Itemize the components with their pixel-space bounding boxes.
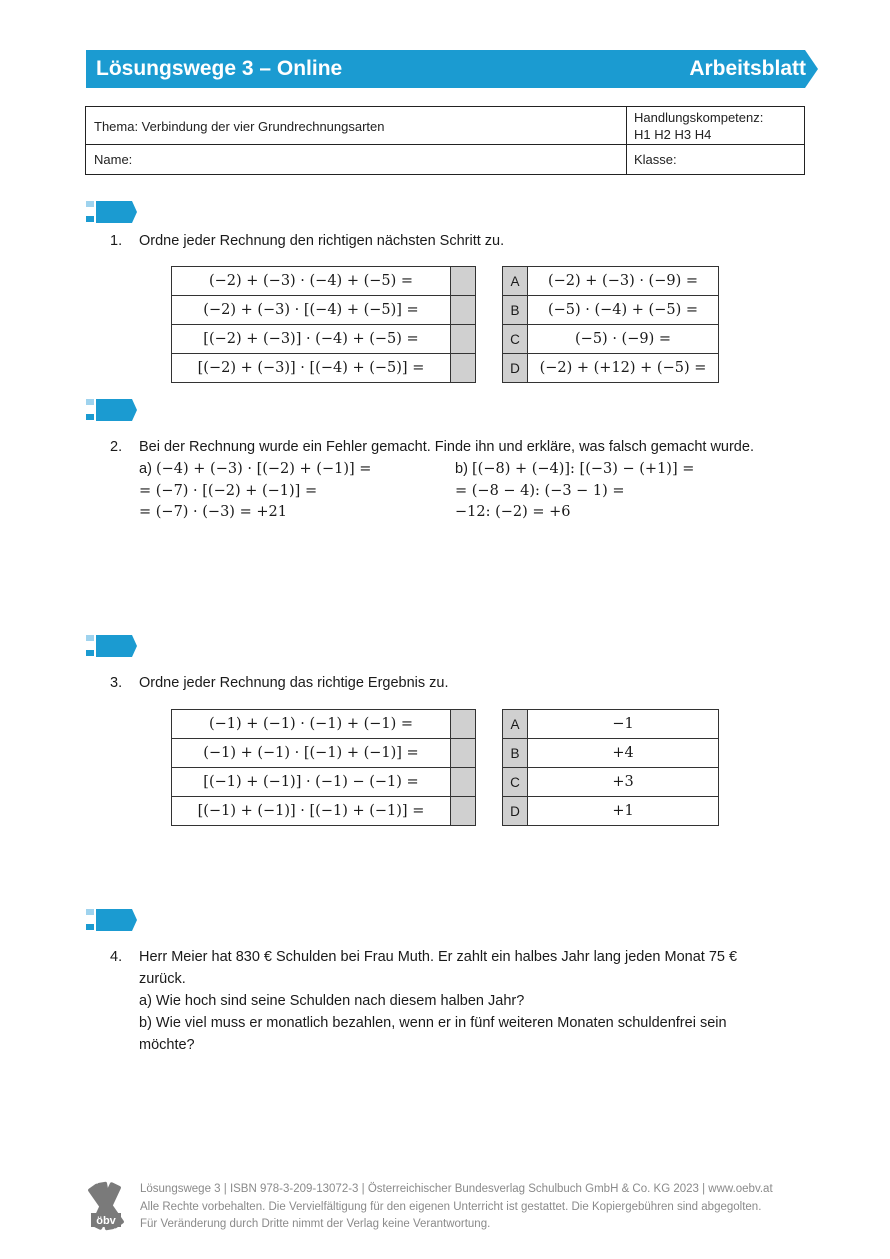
task3-options-table [502, 709, 719, 826]
expression-cell: (−1) + (−1) · (−1) + (−1) = [172, 710, 451, 739]
answer-box[interactable] [451, 267, 476, 296]
task-line: zurück. [139, 971, 186, 987]
worksheet-label: Arbeitsblatt [689, 57, 806, 80]
table-row [172, 267, 476, 296]
task-number: 2. [110, 439, 123, 455]
option-letter: D [503, 354, 528, 383]
expression-cell: [(−1) + (−1)] · [(−1) + (−1)] = [172, 797, 451, 826]
task-line: möchte? [139, 1037, 195, 1053]
table-row [172, 768, 476, 797]
header-title: Lösungswege 3 – Online [96, 57, 343, 80]
task-line: Herr Meier hat 830 € Schulden bei Frau Muth. Er zahlt ein halbes Jahr lang jeden Monat 75 € [139, 949, 738, 965]
answer-box[interactable] [451, 739, 476, 768]
expression-cell: (−2) + (−3) · (−4) + (−5) = [172, 267, 451, 296]
table-row [503, 296, 719, 325]
option-text: (−2) + (+12) + (−5) = [528, 354, 719, 383]
footer-line: Alle Rechte vorbehalten. Die Vervielfältigung für den eigenen Unterricht ist gestattet. Die Kopiergebühren sind abgegolten. [140, 1200, 762, 1213]
table-row [172, 710, 476, 739]
answer-box[interactable] [451, 354, 476, 383]
logo-text: öbv [96, 1215, 116, 1227]
task2-b-line: [(−8) + (−4)]: [(−3) − (+1)] = [472, 461, 695, 477]
option-letter: B [503, 296, 528, 325]
task-line: b) Wie viel muss er monatlich bezahlen, wenn er in fünf weiteren Monaten schuldenfrei sein [139, 1015, 727, 1031]
task-instruction: Ordne jeder Rechnung das richtige Ergebnis zu. [139, 675, 449, 691]
option-text: −1 [528, 710, 719, 739]
expression-cell: [(−2) + (−3)] · [(−4) + (−5)] = [172, 354, 451, 383]
name-field: Name: [94, 152, 133, 167]
option-text: +4 [528, 739, 719, 768]
header-banner-arrow [805, 50, 818, 88]
expression-cell: [(−2) + (−3)] · (−4) + (−5) = [172, 325, 451, 354]
option-letter: A [503, 267, 528, 296]
task2-a-label: a) [139, 461, 152, 477]
competence-label: Handlungskompetenz: [634, 110, 764, 125]
table-row [172, 354, 476, 383]
task-number: 4. [110, 949, 123, 965]
answer-box[interactable] [451, 325, 476, 354]
table-row [503, 354, 719, 383]
footer-line: Für Veränderung durch Dritte nimmt der Verlag keine Verantwortung. [140, 1218, 491, 1230]
info-table [85, 106, 805, 175]
option-letter: A [503, 710, 528, 739]
task2-b-label: b) [455, 461, 468, 477]
table-row [172, 797, 476, 826]
option-letter: C [503, 768, 528, 797]
task1-options-table [502, 266, 719, 383]
option-letter: B [503, 739, 528, 768]
competence-values: H1 H2 H3 H4 [634, 127, 712, 142]
footer-line: Lösungswege 3 | ISBN 978-3-209-13072-3 | Österreichischer Bundesverlag Schulbuch GmbH & Co. KG 2023 | www.oebv.at [140, 1183, 773, 1195]
footer-notice [140, 1181, 773, 1234]
table-row [503, 768, 719, 797]
option-text: +1 [528, 797, 719, 826]
task-instruction: Bei der Rechnung wurde ein Fehler gemacht. Finde ihn und erkläre, was falsch gemacht wurde. [139, 439, 754, 455]
answer-box[interactable] [451, 768, 476, 797]
expression-cell: [(−1) + (−1)] · (−1) − (−1) = [172, 768, 451, 797]
table-row [503, 325, 719, 354]
exercise-marker-icon [86, 909, 136, 931]
task2-a-line: = (−7) · [(−2) + (−1)] = [139, 483, 318, 499]
task-number: 1. [110, 233, 123, 249]
expression-cell: (−1) + (−1) · [(−1) + (−1)] = [172, 739, 451, 768]
exercise-marker-icon [86, 635, 136, 657]
task2-a-line: = (−7) · (−3) = +21 [139, 504, 287, 520]
table-row [503, 739, 719, 768]
exercise-marker-icon [86, 201, 136, 223]
task-instruction: Ordne jeder Rechnung den richtigen nächsten Schritt zu. [139, 233, 505, 249]
task2-b-line: −12: (−2) = +6 [455, 504, 571, 520]
topic-field: Thema: Verbindung der vier Grundrechnungsarten [94, 119, 385, 134]
task-number: 3. [110, 675, 123, 691]
class-field: Klasse: [634, 152, 677, 167]
task2-a-line: (−4) + (−3) · [(−2) + (−1)] = [156, 461, 372, 477]
option-letter: C [503, 325, 528, 354]
table-row [503, 710, 719, 739]
exercise-marker-icon [86, 399, 136, 421]
table-row [172, 296, 476, 325]
option-text: (−2) + (−3) · (−9) = [528, 267, 719, 296]
table-row [503, 267, 719, 296]
table-row [503, 797, 719, 826]
answer-box[interactable] [451, 797, 476, 826]
task-line: a) Wie hoch sind seine Schulden nach diesem halben Jahr? [139, 993, 525, 1009]
option-text: (−5) · (−9) = [528, 325, 719, 354]
table-row [172, 739, 476, 768]
task2-b-line: = (−8 − 4): (−3 − 1) = [455, 483, 625, 499]
task1-expressions-table [171, 266, 476, 383]
option-text: (−5) · (−4) + (−5) = [528, 296, 719, 325]
option-text: +3 [528, 768, 719, 797]
task-text [139, 946, 789, 1056]
task3-expressions-table [171, 709, 476, 826]
answer-box[interactable] [451, 710, 476, 739]
expression-cell: (−2) + (−3) · [(−4) + (−5)] = [172, 296, 451, 325]
option-letter: D [503, 797, 528, 826]
table-row [172, 325, 476, 354]
oebv-logo-icon [80, 1180, 132, 1232]
answer-box[interactable] [451, 296, 476, 325]
